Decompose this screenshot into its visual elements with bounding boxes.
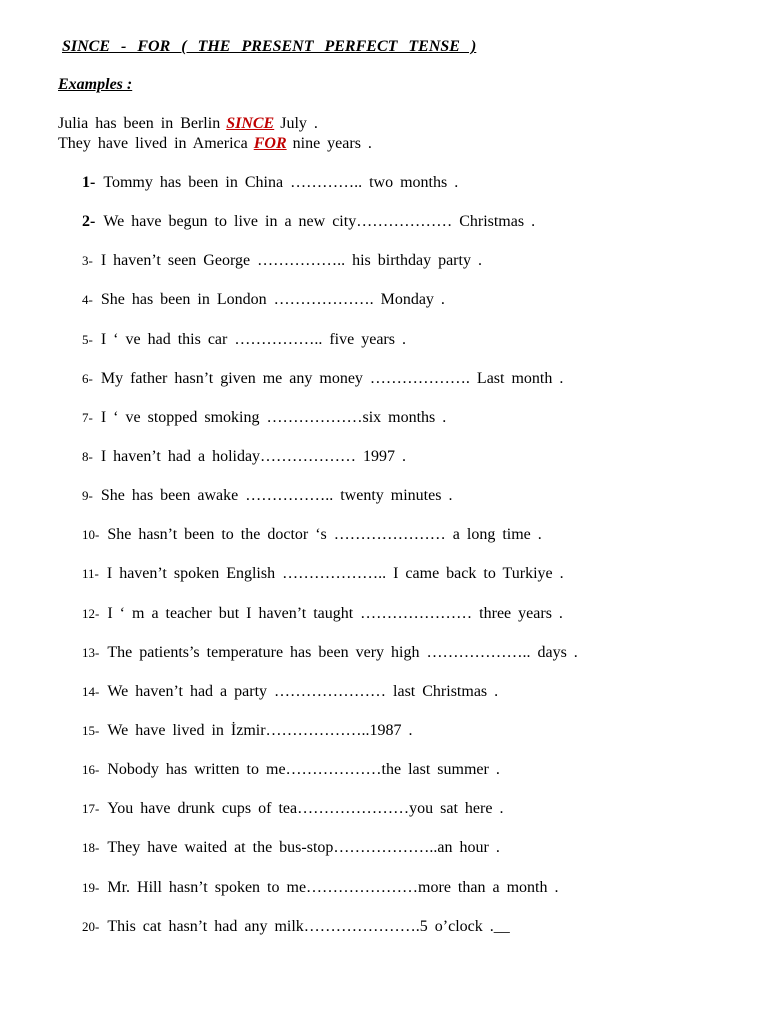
question-text: Tommy has been in China ………….. two months . bbox=[103, 174, 459, 191]
question-item bbox=[82, 252, 482, 270]
question-number: 2- bbox=[82, 213, 96, 230]
question-number: 8- bbox=[82, 449, 93, 464]
question-number: 4- bbox=[82, 292, 93, 307]
question-item bbox=[82, 800, 503, 818]
question-item bbox=[82, 683, 498, 701]
question-text: She has been awake …………….. twenty minutes . bbox=[100, 487, 453, 504]
question-text: They have waited at the bus-stop………………..an hour . bbox=[107, 839, 500, 856]
question-item bbox=[82, 409, 446, 427]
question-number: 15- bbox=[82, 723, 100, 738]
page-title: SINCE - FOR ( THE PRESENT PERFECT TENSE ) bbox=[62, 38, 477, 55]
question-item bbox=[82, 565, 564, 583]
question-text: You have drunk cups of tea…………………you sat here . bbox=[107, 800, 504, 817]
question-item bbox=[82, 174, 458, 192]
question-text: Nobody has written to me………………the last summer . bbox=[107, 761, 500, 778]
example-line-for bbox=[58, 135, 372, 153]
question-item bbox=[82, 761, 500, 779]
question-number: 3- bbox=[82, 253, 93, 268]
question-text: We have lived in İzmir………………..1987 . bbox=[107, 722, 413, 739]
question-item bbox=[82, 722, 413, 740]
question-item bbox=[82, 526, 542, 544]
question-number: 20- bbox=[82, 919, 100, 934]
question-text: She has been in London ………………. Monday . bbox=[100, 291, 445, 308]
question-item bbox=[82, 370, 563, 388]
question-number: 11- bbox=[82, 566, 99, 581]
question-text: I ‘ m a teacher but I haven’t taught ………………… three years . bbox=[107, 605, 563, 622]
question-number: 9- bbox=[82, 488, 93, 503]
question-item bbox=[82, 605, 563, 623]
question-number: 16- bbox=[82, 762, 100, 777]
question-number: 14- bbox=[82, 684, 100, 699]
question-number: 5- bbox=[82, 332, 93, 347]
example-text-after: July . bbox=[280, 115, 318, 132]
question-text: This cat hasn’t had any milk………………….5 o’clock .__ bbox=[107, 918, 510, 935]
question-item bbox=[82, 644, 578, 662]
question-text: Mr. Hill hasn’t spoken to me…………………more than a month . bbox=[107, 879, 559, 896]
question-number: 7- bbox=[82, 410, 93, 425]
question-item bbox=[82, 879, 558, 897]
question-item bbox=[82, 331, 406, 349]
question-number: 12- bbox=[82, 606, 100, 621]
question-item bbox=[82, 487, 452, 505]
keyword-for: FOR bbox=[253, 135, 287, 152]
keyword-since: SINCE bbox=[226, 115, 275, 132]
example-text-before: Julia has been in Berlin bbox=[58, 115, 221, 132]
question-text: We have begun to live in a new city……………… Christmas . bbox=[103, 213, 536, 230]
question-text: I ‘ ve stopped smoking ………………six months . bbox=[100, 409, 447, 426]
question-number: 17- bbox=[82, 801, 100, 816]
question-item bbox=[82, 213, 535, 231]
question-item bbox=[82, 291, 445, 309]
example-text-after: nine years . bbox=[292, 135, 372, 152]
question-text: I ‘ ve had this car …………….. five years . bbox=[100, 331, 406, 348]
question-number: 10- bbox=[82, 527, 100, 542]
question-item bbox=[82, 448, 406, 466]
question-number: 6- bbox=[82, 371, 93, 386]
question-text: I haven’t spoken English ……………….. I came back to Turkiye . bbox=[106, 565, 564, 582]
question-text: We haven’t had a party ………………… last Christmas . bbox=[107, 683, 499, 700]
example-line-since bbox=[58, 115, 318, 133]
question-number: 18- bbox=[82, 840, 100, 855]
examples-heading: Examples : bbox=[58, 76, 133, 93]
question-item bbox=[82, 918, 510, 936]
question-number: 13- bbox=[82, 645, 100, 660]
question-text: I haven’t seen George …………….. his birthday party . bbox=[100, 252, 482, 269]
example-text-before: They have lived in America bbox=[58, 135, 248, 152]
question-number: 1- bbox=[82, 174, 96, 191]
question-text: She hasn’t been to the doctor ‘s ………………… a long time . bbox=[107, 526, 542, 543]
question-item bbox=[82, 839, 500, 857]
question-number: 19- bbox=[82, 880, 100, 895]
question-text: The patients’s temperature has been very high ……………….. days . bbox=[107, 644, 578, 661]
question-text: My father hasn’t given me any money ………………. Last month . bbox=[100, 370, 564, 387]
question-text: I haven’t had a holiday……………… 1997 . bbox=[100, 448, 407, 465]
